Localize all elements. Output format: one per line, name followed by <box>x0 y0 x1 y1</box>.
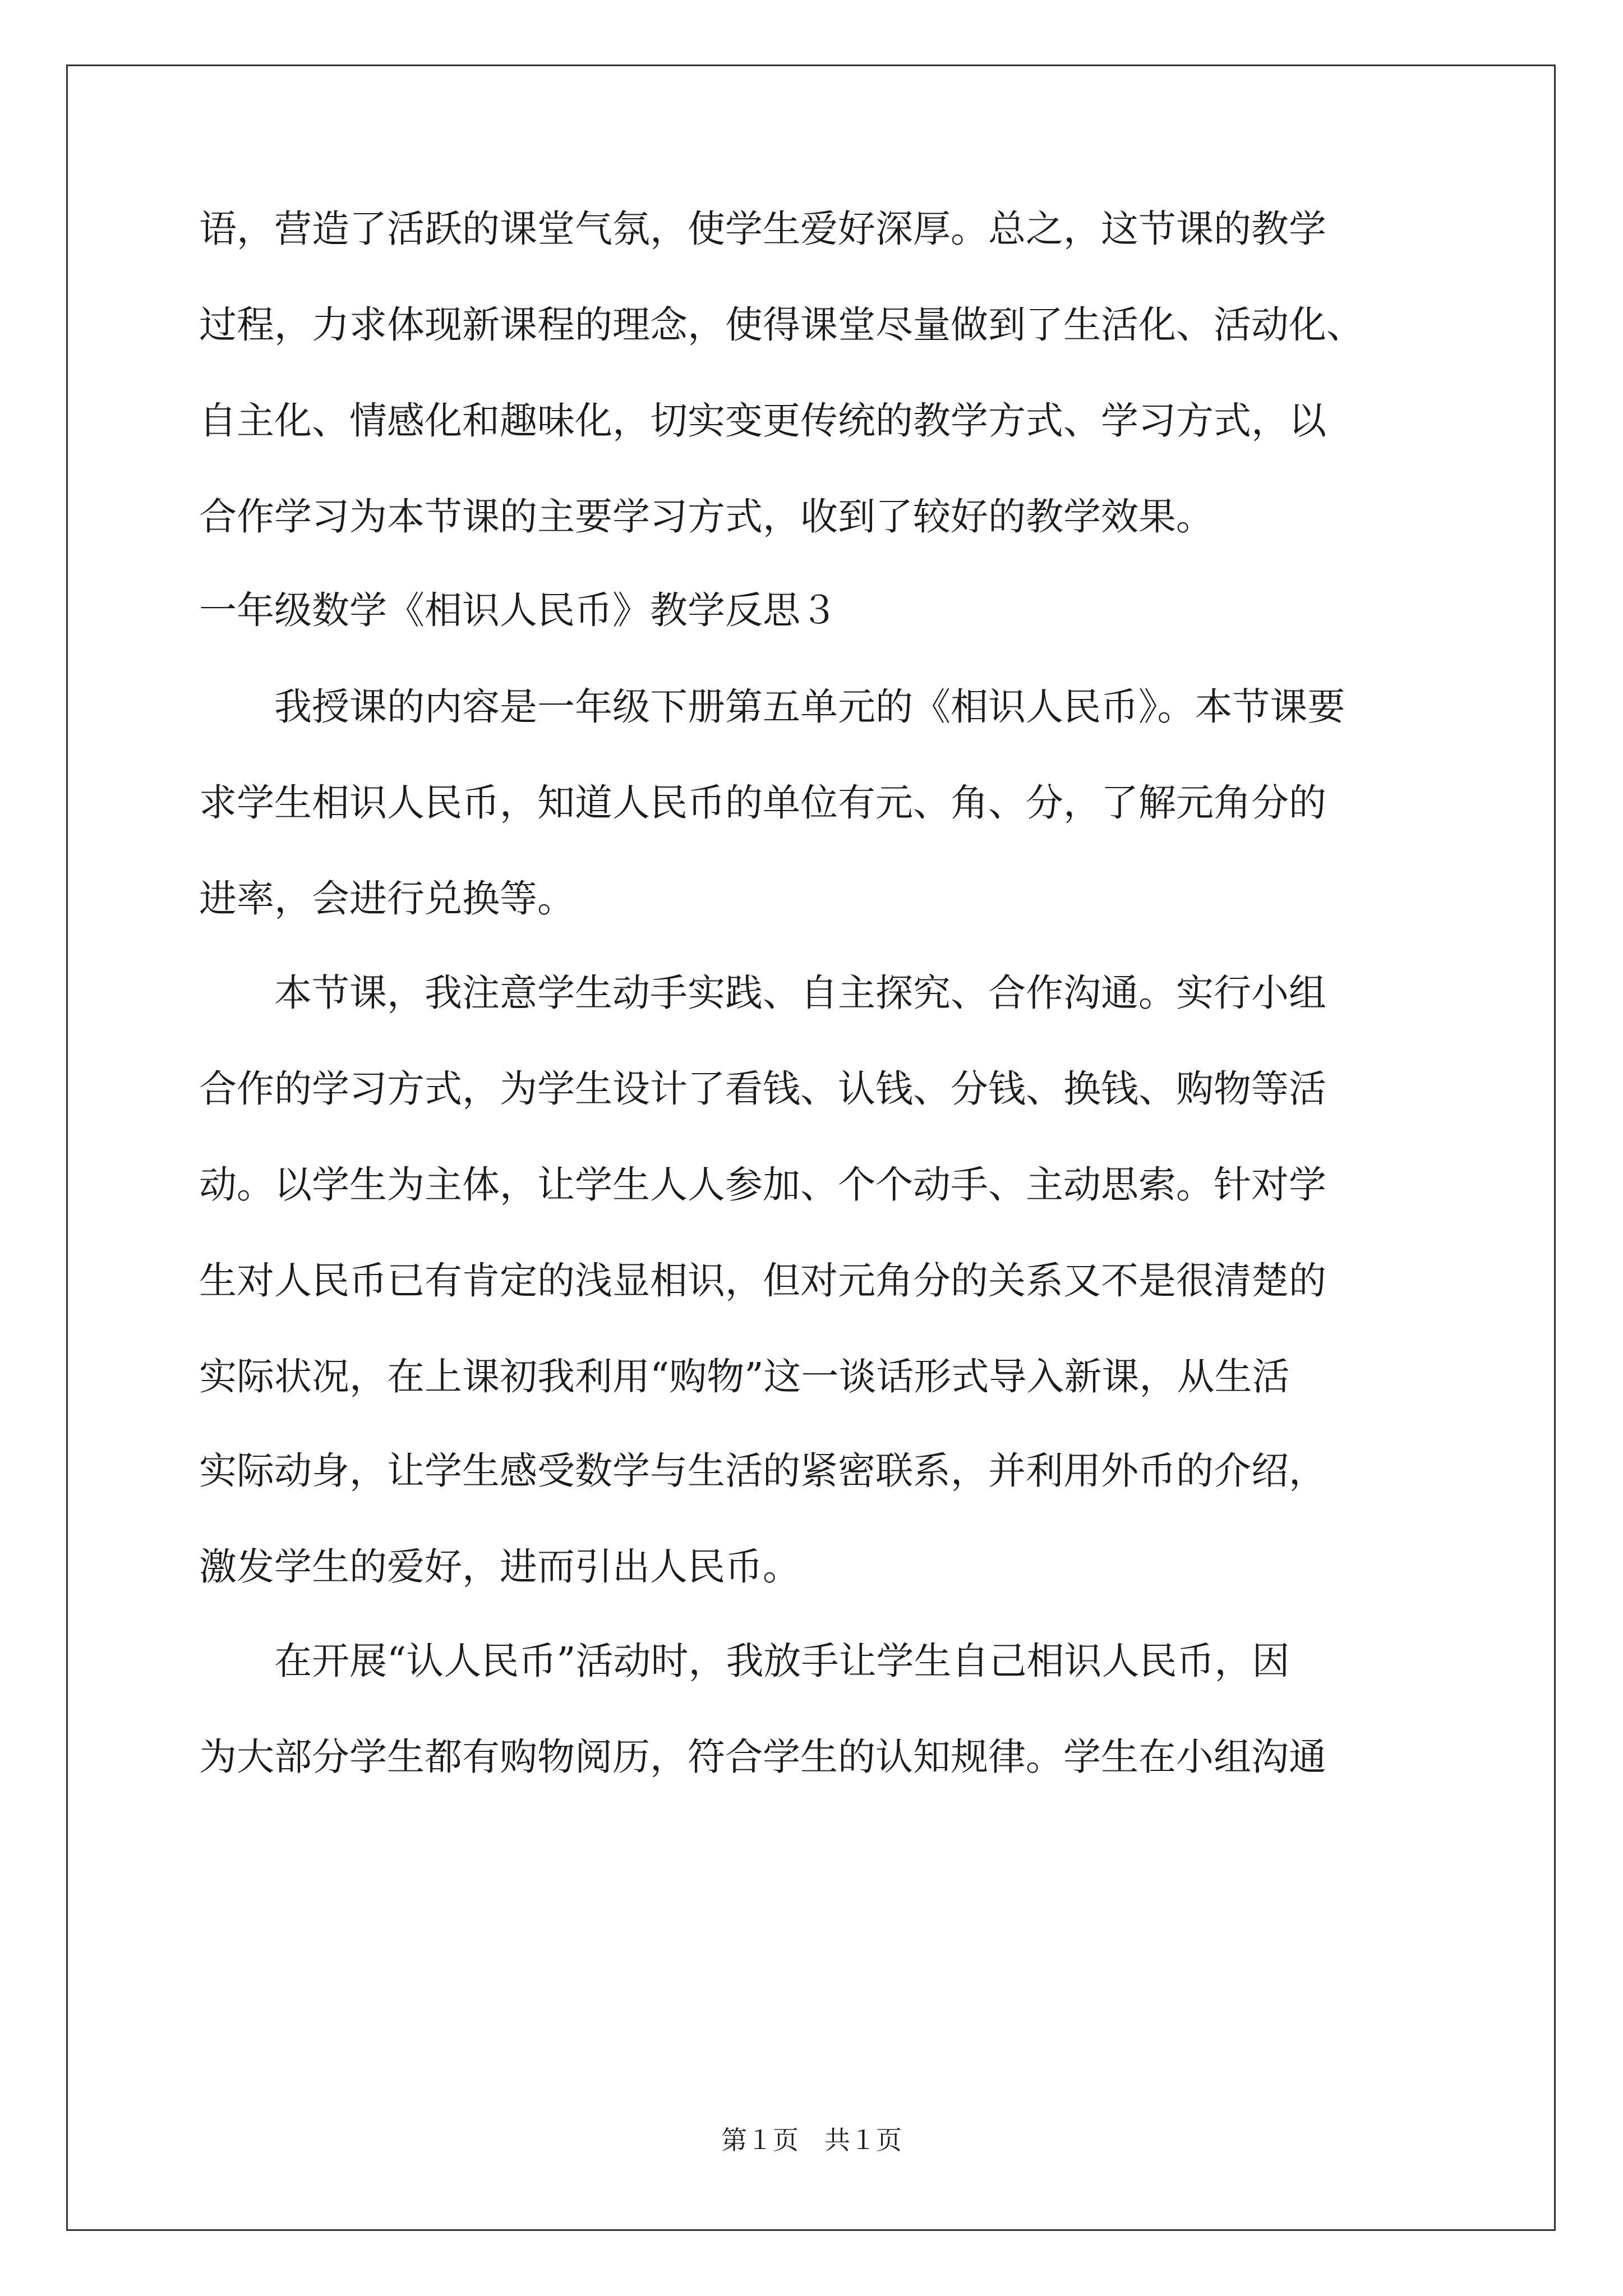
text-line: 合作的学习方式，为学生设计了看钱、认钱、分钱、换钱、购物等活 <box>199 1067 1326 1111</box>
text-line: 实际动身，让学生感受数学与生活的紧密联系，并利用外币的介绍， <box>199 1449 1326 1493</box>
text-line: 进率，会进行兑换等。 <box>199 877 575 921</box>
text-line: 为大部分学生都有购物阅历，符合学生的认知规律。学生在小组沟通 <box>199 1735 1326 1779</box>
page-footer: 第１页 共１页 <box>721 2125 902 2155</box>
page-border <box>66 65 1556 2231</box>
text-line: 在开展“认人民币”活动时，我放手让学生自己相识人民币，因 <box>199 1639 1290 1683</box>
text-line: 自主化、情感化和趣味化，切实变更传统的教学方式、学习方式，以 <box>199 399 1326 443</box>
text-line: 实际状况，在上课初我利用“购物”这一谈话形式导入新课，从生活 <box>199 1355 1290 1398</box>
section-heading: 一年级数学《相识人民币》教学反思３ <box>199 588 838 632</box>
text-line: 本节课，我注意学生动手实践、自主探究、合作沟通。实行小组 <box>199 971 1326 1015</box>
text-line: 我授课的内容是一年级下册第五单元的《相识人民币》。本节课要 <box>199 685 1345 729</box>
text-line: 求学生相识人民币，知道人民币的单位有元、角、分，了解元角分的 <box>199 781 1326 825</box>
text-line: 过程，力求体现新课程的理念，使得课堂尽量做到了生活化、活动化、 <box>199 303 1364 347</box>
text-line: 语，营造了活跃的课堂气氛，使学生爱好深厚。总之，这节课的教学 <box>199 207 1326 251</box>
text-line: 动。以学生为主体，让学生人人参加、个个动手、主动思索。针对学 <box>199 1163 1326 1207</box>
text-line: 激发学生的爱好，进而引出人民币。 <box>199 1545 800 1589</box>
text-line: 生对人民币已有肯定的浅显相识，但对元角分的关系又不是很清楚的 <box>199 1259 1326 1303</box>
text-line: 合作学习为本节课的主要学习方式，收到了较好的教学效果。 <box>199 495 1214 539</box>
